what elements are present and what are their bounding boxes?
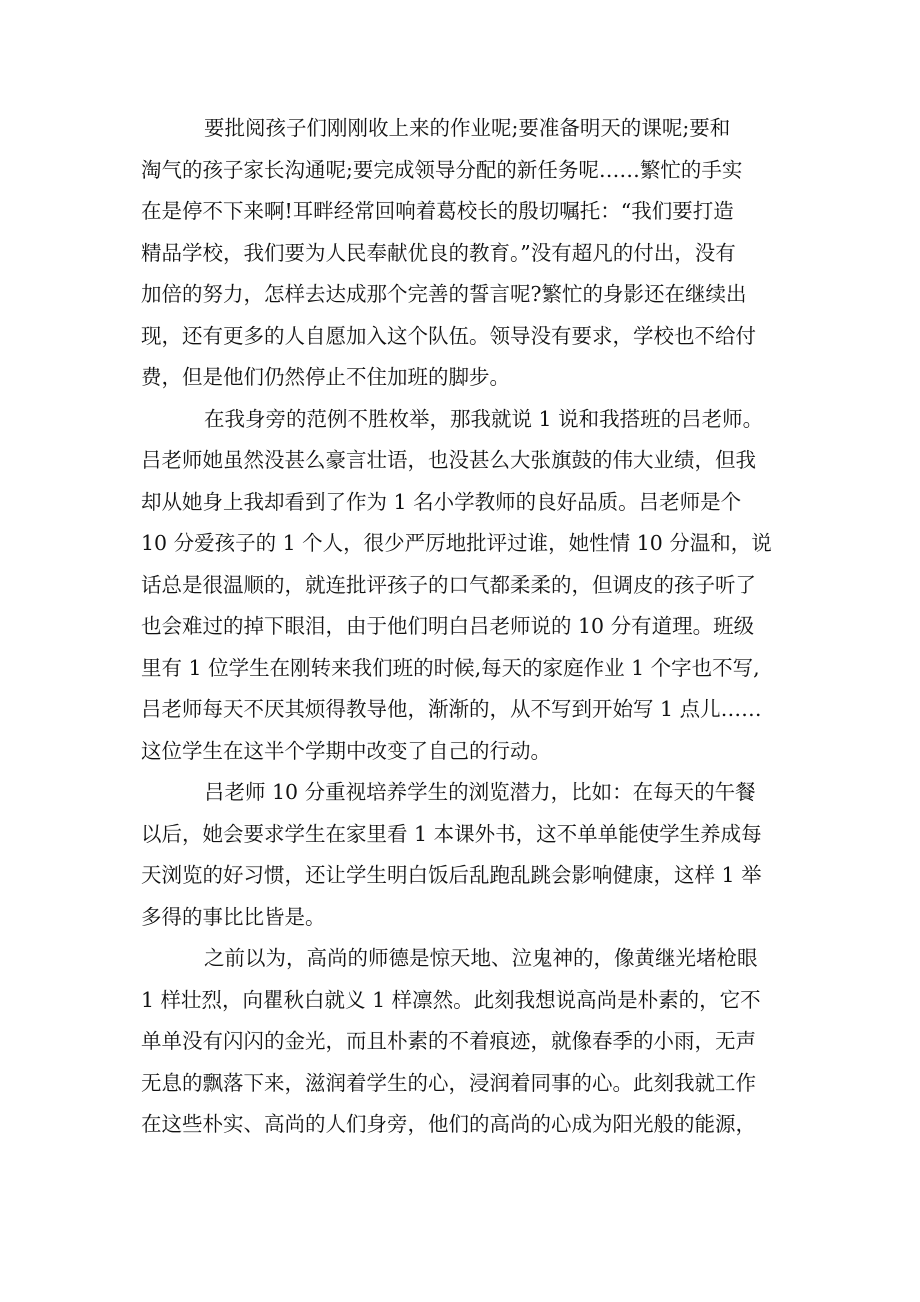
text-line: 之前以为，高尚的师德是惊天地、泣鬼神的，像黄继光堵枪眼 (204, 946, 758, 970)
text-line: 费，但是他们仍然停止不住加班的脚步。 (141, 365, 510, 389)
text-line: 吕老师她虽然没甚么豪言壮语，也没甚么大张旗鼓的伟大业绩，但我 (141, 448, 756, 472)
paragraph-4 (141, 938, 781, 1146)
text-line: 吕老师 10 分重视培养学生的浏览潜力，比如：在每天的午餐 (204, 780, 756, 804)
paragraph-3 (141, 772, 781, 938)
text-line: 多得的事比比皆是。 (141, 904, 326, 929)
text-line: 这位学生在这半个学期中改变了自己的行动。 (141, 738, 551, 763)
text-line: 在是停不下来啊!耳畔经常回响着葛校长的殷切嘱托：“我们要打造 (141, 199, 734, 223)
paragraph-1 (141, 108, 781, 399)
text-line: 10 分爱孩子的 1 个人，很少严厉地批评过谁，她性情 10 分温和，说 (141, 531, 772, 555)
text-line: 现，还有更多的人自愿加入这个队伍。领导没有要求，学校也不给付 (141, 323, 756, 348)
text-line: 淘气的孩子家长沟通呢;要完成领导分配的新任务呢……繁忙的手实 (141, 157, 743, 182)
text-line: 天浏览的好习惯，还让学生明白饭后乱跑乱跳会影响健康，这样 1 举 (141, 863, 762, 887)
text-line: 加倍的努力，怎样去达成那个完善的誓言呢?繁忙的身影还在继续出 (141, 282, 747, 306)
text-line: 无息的飘落下来，滋润着学生的心，浸润着同事的心。此刻我就工作 (141, 1070, 756, 1095)
text-line: 单单没有闪闪的金光，而且朴素的不着痕迹，就像春季的小雨，无声 (141, 1029, 756, 1053)
text-line: 1 样壮烈，向瞿秋白就义 1 样凛然。此刻我想说高尚是朴素的，它不 (141, 987, 761, 1012)
text-line: 在我身旁的范例不胜枚举，那我就说 1 说和我搭班的吕老师。 (204, 406, 764, 431)
paragraph-2 (141, 399, 781, 773)
text-line: 要批阅孩子们刚刚收上来的作业呢;要准备明天的课呢;要和 (204, 116, 731, 140)
text-line: 以后，她会要求学生在家里看 1 本课外书，这不单单能使学生养成每 (141, 821, 762, 846)
text-line: 里有 1 位学生在刚转来我们班的时候,每天的家庭作业 1 个字也不写, (141, 655, 760, 680)
text-line: 吕老师每天不厌其烦得教导他，渐渐的，从不写到开始写 1 点儿…… (141, 697, 762, 721)
document-body (141, 108, 781, 1146)
text-line: 精品学校，我们要为人民奉献优良的教育。”没有超凡的付出，没有 (141, 240, 736, 265)
text-line: 却从她身上我却看到了作为 1 名小学教师的良好品质。吕老师是个 (141, 489, 742, 514)
text-line: 在这些朴实、高尚的人们身旁，他们的高尚的心成为阳光般的能源， (141, 1112, 756, 1136)
text-line: 也会难过的掉下眼泪，由于他们明白吕老师说的 10 分有道理。班级 (141, 614, 755, 638)
text-line: 话总是很温顺的，就连批评孩子的口气都柔柔的，但调皮的孩子听了 (141, 572, 756, 597)
